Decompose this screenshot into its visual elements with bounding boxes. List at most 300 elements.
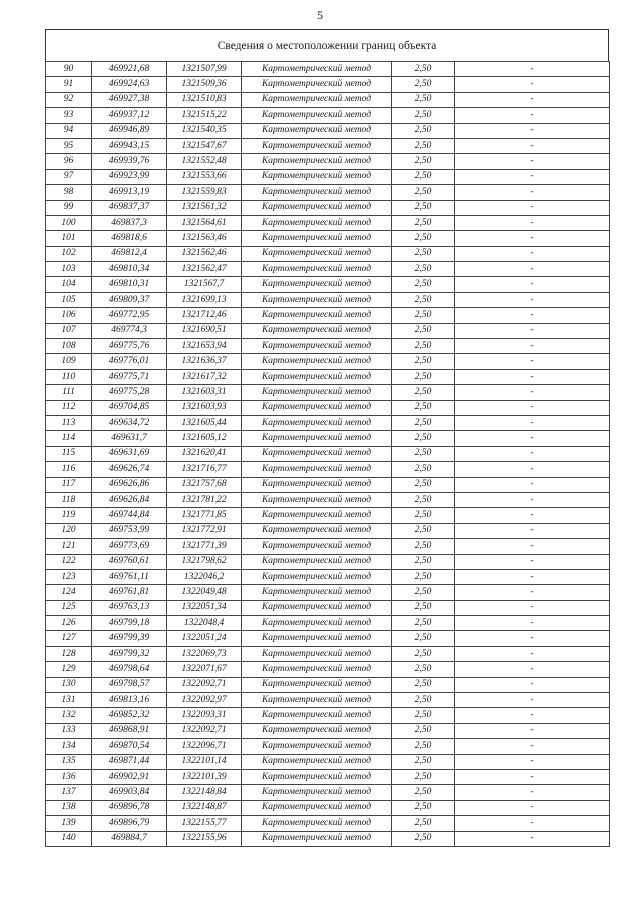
x-coordinate-cell: 469775,76	[92, 339, 167, 354]
description-cell: -	[455, 739, 610, 754]
y-coordinate-cell: 1322051,24	[167, 631, 242, 646]
point-number-cell: 120	[46, 523, 92, 538]
y-coordinate-cell: 1321781,22	[167, 492, 242, 507]
description-cell: -	[455, 292, 610, 307]
y-coordinate-cell: 1321653,94	[167, 339, 242, 354]
x-coordinate-cell: 469626,86	[92, 477, 167, 492]
table-row	[46, 569, 610, 584]
accuracy-cell: 2,50	[392, 169, 455, 184]
x-coordinate-cell: 469798,64	[92, 662, 167, 677]
accuracy-cell: 2,50	[392, 62, 455, 77]
table-row	[46, 415, 610, 430]
description-cell: -	[455, 769, 610, 784]
y-coordinate-cell: 1322101,14	[167, 754, 242, 769]
point-number-cell: 91	[46, 77, 92, 92]
description-cell: -	[455, 323, 610, 338]
description-cell: -	[455, 385, 610, 400]
accuracy-cell: 2,50	[392, 585, 455, 600]
y-coordinate-cell: 1321603,93	[167, 400, 242, 415]
method-cell: Картометрический метод	[242, 354, 392, 369]
accuracy-cell: 2,50	[392, 185, 455, 200]
accuracy-cell: 2,50	[392, 339, 455, 354]
table-row	[46, 154, 610, 169]
x-coordinate-cell: 469902,91	[92, 769, 167, 784]
method-cell: Картометрический метод	[242, 754, 392, 769]
description-cell: -	[455, 600, 610, 615]
x-coordinate-cell: 469744,84	[92, 508, 167, 523]
y-coordinate-cell: 1322092,71	[167, 723, 242, 738]
accuracy-cell: 2,50	[392, 108, 455, 123]
point-number-cell: 111	[46, 385, 92, 400]
accuracy-cell: 2,50	[392, 215, 455, 230]
table-row	[46, 369, 610, 384]
method-cell: Картометрический метод	[242, 693, 392, 708]
x-coordinate-cell: 469634,72	[92, 415, 167, 430]
point-number-cell: 101	[46, 231, 92, 246]
method-cell: Картометрический метод	[242, 523, 392, 538]
method-cell: Картометрический метод	[242, 308, 392, 323]
method-cell: Картометрический метод	[242, 508, 392, 523]
description-cell: -	[455, 185, 610, 200]
accuracy-cell: 2,50	[392, 831, 455, 846]
accuracy-cell: 2,50	[392, 600, 455, 615]
description-cell: -	[455, 339, 610, 354]
description-cell: -	[455, 246, 610, 261]
method-cell: Картометрический метод	[242, 769, 392, 784]
y-coordinate-cell: 1321772,91	[167, 523, 242, 538]
method-cell: Картометрический метод	[242, 385, 392, 400]
accuracy-cell: 2,50	[392, 323, 455, 338]
description-cell: -	[455, 662, 610, 677]
table-row	[46, 262, 610, 277]
x-coordinate-cell: 469818,6	[92, 231, 167, 246]
method-cell: Картометрический метод	[242, 631, 392, 646]
table-row	[46, 138, 610, 153]
table-row	[46, 631, 610, 646]
accuracy-cell: 2,50	[392, 631, 455, 646]
point-number-cell: 95	[46, 138, 92, 153]
x-coordinate-cell: 469799,18	[92, 616, 167, 631]
method-cell: Картометрический метод	[242, 600, 392, 615]
table-row	[46, 508, 610, 523]
x-coordinate-cell: 469810,31	[92, 277, 167, 292]
coordinates-table	[45, 61, 610, 847]
table-row	[46, 108, 610, 123]
x-coordinate-cell: 469884,7	[92, 831, 167, 846]
method-cell: Картометрический метод	[242, 646, 392, 661]
y-coordinate-cell: 1321553,66	[167, 169, 242, 184]
x-coordinate-cell: 469809,37	[92, 292, 167, 307]
description-cell: -	[455, 523, 610, 538]
accuracy-cell: 2,50	[392, 508, 455, 523]
y-coordinate-cell: 1322092,71	[167, 677, 242, 692]
point-number-cell: 121	[46, 539, 92, 554]
description-cell: -	[455, 723, 610, 738]
description-cell: -	[455, 646, 610, 661]
accuracy-cell: 2,50	[392, 539, 455, 554]
description-cell: -	[455, 785, 610, 800]
description-cell: -	[455, 277, 610, 292]
method-cell: Картометрический метод	[242, 554, 392, 569]
y-coordinate-cell: 1321507,99	[167, 62, 242, 77]
y-coordinate-cell: 1322155,77	[167, 816, 242, 831]
y-coordinate-cell: 1322071,67	[167, 662, 242, 677]
method-cell: Картометрический метод	[242, 677, 392, 692]
description-cell: -	[455, 554, 610, 569]
point-number-cell: 98	[46, 185, 92, 200]
y-coordinate-cell: 1321540,35	[167, 123, 242, 138]
y-coordinate-cell: 1321603,31	[167, 385, 242, 400]
point-number-cell: 106	[46, 308, 92, 323]
y-coordinate-cell: 1321561,32	[167, 200, 242, 215]
accuracy-cell: 2,50	[392, 769, 455, 784]
description-cell: -	[455, 677, 610, 692]
method-cell: Картометрический метод	[242, 415, 392, 430]
table-row	[46, 693, 610, 708]
table-row	[46, 354, 610, 369]
point-number-cell: 93	[46, 108, 92, 123]
y-coordinate-cell: 1321559,83	[167, 185, 242, 200]
point-number-cell: 124	[46, 585, 92, 600]
accuracy-cell: 2,50	[392, 123, 455, 138]
point-number-cell: 130	[46, 677, 92, 692]
x-coordinate-cell: 469870,54	[92, 739, 167, 754]
accuracy-cell: 2,50	[392, 154, 455, 169]
x-coordinate-cell: 469868,91	[92, 723, 167, 738]
x-coordinate-cell: 469837,3	[92, 215, 167, 230]
x-coordinate-cell: 469871,44	[92, 754, 167, 769]
description-cell: -	[455, 415, 610, 430]
method-cell: Картометрический метод	[242, 92, 392, 107]
table-row	[46, 277, 610, 292]
x-coordinate-cell: 469896,79	[92, 816, 167, 831]
table-row	[46, 523, 610, 538]
accuracy-cell: 2,50	[392, 616, 455, 631]
y-coordinate-cell: 1321699,13	[167, 292, 242, 307]
accuracy-cell: 2,50	[392, 354, 455, 369]
table-row	[46, 677, 610, 692]
point-number-cell: 139	[46, 816, 92, 831]
y-coordinate-cell: 1321562,47	[167, 262, 242, 277]
x-coordinate-cell: 469939,76	[92, 154, 167, 169]
method-cell: Картометрический метод	[242, 369, 392, 384]
accuracy-cell: 2,50	[392, 308, 455, 323]
method-cell: Картометрический метод	[242, 123, 392, 138]
x-coordinate-cell: 469943,15	[92, 138, 167, 153]
accuracy-cell: 2,50	[392, 693, 455, 708]
description-cell: -	[455, 816, 610, 831]
y-coordinate-cell: 1321771,85	[167, 508, 242, 523]
y-coordinate-cell: 1321515,22	[167, 108, 242, 123]
table-row	[46, 554, 610, 569]
description-cell: -	[455, 446, 610, 461]
point-number-cell: 97	[46, 169, 92, 184]
accuracy-cell: 2,50	[392, 523, 455, 538]
accuracy-cell: 2,50	[392, 677, 455, 692]
y-coordinate-cell: 1322101,39	[167, 769, 242, 784]
point-number-cell: 125	[46, 600, 92, 615]
point-number-cell: 102	[46, 246, 92, 261]
description-cell: -	[455, 154, 610, 169]
point-number-cell: 105	[46, 292, 92, 307]
accuracy-cell: 2,50	[392, 92, 455, 107]
accuracy-cell: 2,50	[392, 646, 455, 661]
accuracy-cell: 2,50	[392, 492, 455, 507]
section-title: Сведения о местоположении границ объекта	[45, 29, 609, 61]
description-cell: -	[455, 708, 610, 723]
method-cell: Картометрический метод	[242, 262, 392, 277]
table-row	[46, 616, 610, 631]
point-number-cell: 138	[46, 800, 92, 815]
method-cell: Картометрический метод	[242, 616, 392, 631]
point-number-cell: 127	[46, 631, 92, 646]
accuracy-cell: 2,50	[392, 477, 455, 492]
method-cell: Картометрический метод	[242, 108, 392, 123]
point-number-cell: 137	[46, 785, 92, 800]
y-coordinate-cell: 1321798,62	[167, 554, 242, 569]
table-row	[46, 462, 610, 477]
y-coordinate-cell: 1321690,51	[167, 323, 242, 338]
point-number-cell: 114	[46, 431, 92, 446]
description-cell: -	[455, 108, 610, 123]
y-coordinate-cell: 1322155,96	[167, 831, 242, 846]
y-coordinate-cell: 1322148,84	[167, 785, 242, 800]
y-coordinate-cell: 1321636,37	[167, 354, 242, 369]
x-coordinate-cell: 469810,34	[92, 262, 167, 277]
x-coordinate-cell: 469937,12	[92, 108, 167, 123]
x-coordinate-cell: 469924,63	[92, 77, 167, 92]
x-coordinate-cell: 469799,39	[92, 631, 167, 646]
table-row	[46, 769, 610, 784]
table-row	[46, 477, 610, 492]
point-number-cell: 122	[46, 554, 92, 569]
table-row	[46, 62, 610, 77]
description-cell: -	[455, 831, 610, 846]
table-row	[46, 708, 610, 723]
x-coordinate-cell: 469799,32	[92, 646, 167, 661]
method-cell: Картометрический метод	[242, 462, 392, 477]
y-coordinate-cell: 1322096,71	[167, 739, 242, 754]
method-cell: Картометрический метод	[242, 339, 392, 354]
x-coordinate-cell: 469946,89	[92, 123, 167, 138]
description-cell: -	[455, 231, 610, 246]
description-cell: -	[455, 62, 610, 77]
y-coordinate-cell: 1321617,32	[167, 369, 242, 384]
table-row	[46, 754, 610, 769]
point-number-cell: 94	[46, 123, 92, 138]
method-cell: Картометрический метод	[242, 446, 392, 461]
point-number-cell: 115	[46, 446, 92, 461]
y-coordinate-cell: 1321712,46	[167, 308, 242, 323]
table-row	[46, 431, 610, 446]
accuracy-cell: 2,50	[392, 462, 455, 477]
y-coordinate-cell: 1321567,7	[167, 277, 242, 292]
table-row	[46, 385, 610, 400]
method-cell: Картометрический метод	[242, 400, 392, 415]
x-coordinate-cell: 469813,16	[92, 693, 167, 708]
method-cell: Картометрический метод	[242, 492, 392, 507]
point-number-cell: 131	[46, 693, 92, 708]
point-number-cell: 113	[46, 415, 92, 430]
description-cell: -	[455, 754, 610, 769]
table-row	[46, 323, 610, 338]
y-coordinate-cell: 1321564,61	[167, 215, 242, 230]
x-coordinate-cell: 469631,69	[92, 446, 167, 461]
x-coordinate-cell: 469631,7	[92, 431, 167, 446]
table-row	[46, 831, 610, 846]
description-cell: -	[455, 169, 610, 184]
method-cell: Картометрический метод	[242, 231, 392, 246]
point-number-cell: 140	[46, 831, 92, 846]
method-cell: Картометрический метод	[242, 246, 392, 261]
accuracy-cell: 2,50	[392, 754, 455, 769]
point-number-cell: 117	[46, 477, 92, 492]
y-coordinate-cell: 1321562,46	[167, 246, 242, 261]
x-coordinate-cell: 469923,99	[92, 169, 167, 184]
method-cell: Картометрический метод	[242, 723, 392, 738]
table-row	[46, 662, 610, 677]
method-cell: Картометрический метод	[242, 431, 392, 446]
description-cell: -	[455, 92, 610, 107]
description-cell: -	[455, 369, 610, 384]
x-coordinate-cell: 469626,74	[92, 462, 167, 477]
table-row	[46, 446, 610, 461]
accuracy-cell: 2,50	[392, 246, 455, 261]
point-number-cell: 128	[46, 646, 92, 661]
accuracy-cell: 2,50	[392, 708, 455, 723]
accuracy-cell: 2,50	[392, 292, 455, 307]
point-number-cell: 118	[46, 492, 92, 507]
description-cell: -	[455, 693, 610, 708]
accuracy-cell: 2,50	[392, 200, 455, 215]
table-row	[46, 585, 610, 600]
description-cell: -	[455, 77, 610, 92]
x-coordinate-cell: 469760,61	[92, 554, 167, 569]
point-number-cell: 92	[46, 92, 92, 107]
x-coordinate-cell: 469798,57	[92, 677, 167, 692]
y-coordinate-cell: 1321552,48	[167, 154, 242, 169]
accuracy-cell: 2,50	[392, 800, 455, 815]
description-cell: -	[455, 123, 610, 138]
y-coordinate-cell: 1321605,44	[167, 415, 242, 430]
description-cell: -	[455, 400, 610, 415]
accuracy-cell: 2,50	[392, 231, 455, 246]
accuracy-cell: 2,50	[392, 385, 455, 400]
table-row	[46, 77, 610, 92]
method-cell: Картометрический метод	[242, 662, 392, 677]
x-coordinate-cell: 469812,4	[92, 246, 167, 261]
x-coordinate-cell: 469896,78	[92, 800, 167, 815]
point-number-cell: 104	[46, 277, 92, 292]
y-coordinate-cell: 1321620,41	[167, 446, 242, 461]
point-number-cell: 100	[46, 215, 92, 230]
method-cell: Картометрический метод	[242, 816, 392, 831]
accuracy-cell: 2,50	[392, 662, 455, 677]
table-row	[46, 492, 610, 507]
x-coordinate-cell: 469753,99	[92, 523, 167, 538]
point-number-cell: 116	[46, 462, 92, 477]
point-number-cell: 136	[46, 769, 92, 784]
description-cell: -	[455, 631, 610, 646]
page-number: 5	[317, 8, 323, 22]
table-row	[46, 185, 610, 200]
method-cell: Картометрический метод	[242, 539, 392, 554]
accuracy-cell: 2,50	[392, 415, 455, 430]
method-cell: Картометрический метод	[242, 831, 392, 846]
table-row	[46, 600, 610, 615]
method-cell: Картометрический метод	[242, 708, 392, 723]
accuracy-cell: 2,50	[392, 369, 455, 384]
description-cell: -	[455, 539, 610, 554]
accuracy-cell: 2,50	[392, 723, 455, 738]
description-cell: -	[455, 800, 610, 815]
accuracy-cell: 2,50	[392, 138, 455, 153]
table-row	[46, 246, 610, 261]
x-coordinate-cell: 469763,13	[92, 600, 167, 615]
y-coordinate-cell: 1322048,4	[167, 616, 242, 631]
point-number-cell: 107	[46, 323, 92, 338]
x-coordinate-cell: 469775,71	[92, 369, 167, 384]
table-row	[46, 646, 610, 661]
point-number-cell: 132	[46, 708, 92, 723]
table-row	[46, 785, 610, 800]
table-row	[46, 169, 610, 184]
method-cell: Картометрический метод	[242, 185, 392, 200]
method-cell: Картометрический метод	[242, 77, 392, 92]
point-number-cell: 133	[46, 723, 92, 738]
point-number-cell: 119	[46, 508, 92, 523]
y-coordinate-cell: 1322093,31	[167, 708, 242, 723]
table-row	[46, 816, 610, 831]
accuracy-cell: 2,50	[392, 431, 455, 446]
y-coordinate-cell: 1322069,73	[167, 646, 242, 661]
x-coordinate-cell: 469837,37	[92, 200, 167, 215]
description-cell: -	[455, 492, 610, 507]
y-coordinate-cell: 1321771,39	[167, 539, 242, 554]
y-coordinate-cell: 1321757,68	[167, 477, 242, 492]
x-coordinate-cell: 469761,11	[92, 569, 167, 584]
point-number-cell: 134	[46, 739, 92, 754]
x-coordinate-cell: 469775,28	[92, 385, 167, 400]
method-cell: Картометрический метод	[242, 215, 392, 230]
point-number-cell: 96	[46, 154, 92, 169]
method-cell: Картометрический метод	[242, 277, 392, 292]
accuracy-cell: 2,50	[392, 262, 455, 277]
description-cell: -	[455, 508, 610, 523]
y-coordinate-cell: 1322148,87	[167, 800, 242, 815]
description-cell: -	[455, 585, 610, 600]
x-coordinate-cell: 469774,3	[92, 323, 167, 338]
point-number-cell: 110	[46, 369, 92, 384]
table-row	[46, 123, 610, 138]
accuracy-cell: 2,50	[392, 277, 455, 292]
table-row	[46, 308, 610, 323]
description-cell: -	[455, 200, 610, 215]
x-coordinate-cell: 469913,19	[92, 185, 167, 200]
table-row	[46, 200, 610, 215]
y-coordinate-cell: 1322051,34	[167, 600, 242, 615]
y-coordinate-cell: 1321509,36	[167, 77, 242, 92]
x-coordinate-cell: 469927,38	[92, 92, 167, 107]
x-coordinate-cell: 469903,84	[92, 785, 167, 800]
boundary-table-sheet	[45, 29, 609, 847]
table-row	[46, 800, 610, 815]
x-coordinate-cell: 469773,69	[92, 539, 167, 554]
description-cell: -	[455, 262, 610, 277]
accuracy-cell: 2,50	[392, 77, 455, 92]
accuracy-cell: 2,50	[392, 816, 455, 831]
method-cell: Картометрический метод	[242, 800, 392, 815]
